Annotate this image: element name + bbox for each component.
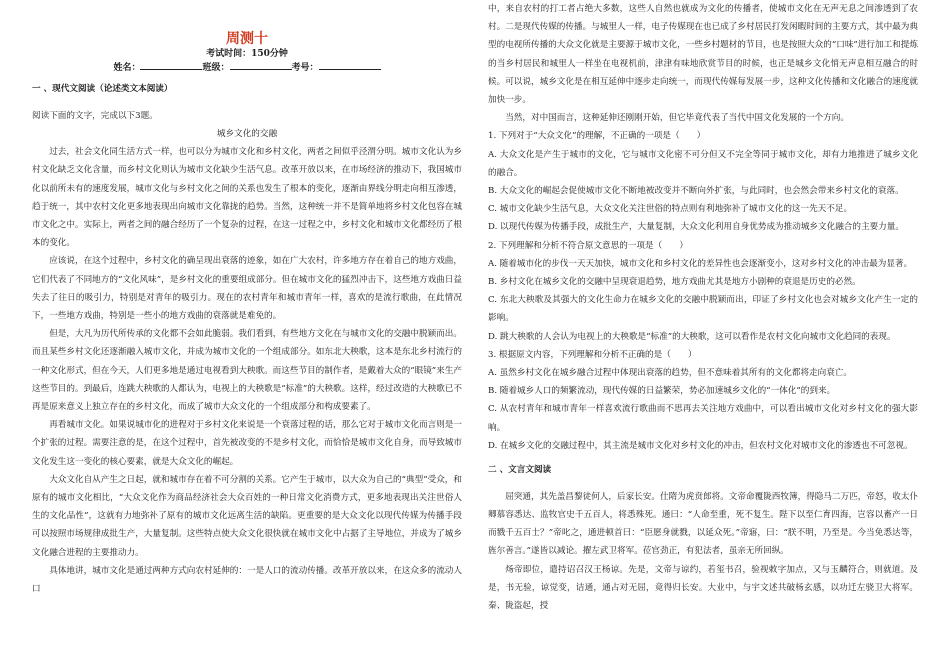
page-title: 周测十	[226, 31, 268, 47]
exam-time: 考试时间：150分钟	[206, 49, 288, 59]
right-column	[488, 0, 918, 615]
article-paragraph-continued: 中，来自农村的打工者占绝大多数，这些人自然也就成为文化的传播者，使城市文化在无声无息之间渗透到了农村。二是现代传媒的传播。与城里人一样，电子传媒现在也已成了乡村居民打发闲暇时间的主要方式，其中最为典型的电视所传播的大众文化就是主要源于城市文化，一些乡村题材的节目，也是按照大众的“口味”进行加工和提炼的当乡村居民和城里人一样坐在电视机前，津津有味地欣赏节目的时候，也正是城乡文化悄无声息相互融合的时候。可以说，城乡文化是在相互延伸中逐步走向统一，而现代传媒每发展一步，这种文化传播和文化融合的速度就加快一步。	[488, 4, 918, 106]
exam-no-label: 考号：	[291, 63, 319, 73]
class-blank	[230, 60, 292, 70]
article-paragraph: 大众文化自从产生之日起，就和城市存在着不可分割的关系。它产生于城市，以大众为自己的“典型”受众，和原有的城市文化相比，“大众文化作为商品经济社会大众百姓的一种日常文化消费方式，更多地表现出关注世俗人生的文化品性”，这就有力地弥补了原有的城市文化远离生活的缺陷。更重要的是大众文化以现代传媒为传播手段可以按照市场规律成批生产，大量复制。这些特点使大众文化很快就在城市文化中占据了主导地位，并成为了城乡文化融合进程的主要推动力。	[32, 474, 462, 558]
name-label: 姓名：	[113, 63, 141, 73]
question-2-stem: 2. 下列理解和分析不符合原文意思的一项是（ ）	[488, 240, 688, 251]
section-1-heading: 一 、现代文阅读（论述类文本阅读）	[32, 84, 173, 94]
question-1-option: A. 大众文化是产生于城市的文化，它与城市文化密不可分但又不完全等同于城市文化，却有力地推进了城乡文化的融合。	[488, 149, 918, 178]
article-title: 城乡文化的交融	[216, 129, 278, 139]
question-3-option: A. 虽然乡村文化在城乡融合过程中体现出衰落的趋势，但不意味着其所有的文化都将走向衰亡。	[488, 368, 853, 379]
question-3-stem: 3. 根据原文内容，下列理解和分析不正确的是（ ）	[488, 349, 697, 360]
question-2-option: B. 乡村文化在城乡文化的交融中呈现衰退趋势，地方戏曲尤其是地方小剧种的衰退是历史的必然。	[488, 277, 861, 288]
left-column	[32, 0, 462, 598]
reading-instruction: 阅读下面的文字，完成以下3题。	[32, 110, 158, 121]
question-1-option: C. 城市文化缺少生活气息，大众文化关注世俗的特点则有利地弥补了城市文化的这一先天不足。	[488, 204, 853, 215]
article-paragraph: 应该说，在这个过程中，乡村文化的确呈现出衰落的迹象，如在广大农村，许多地方存在着自己的地方戏曲，它们代表了不同地方的“文化风味”，是乡村文化的重要组成部分。但在城市文化的猛烈冲击下，这些地方戏曲日益失去了往日的吸引力，特别是对青年的吸引力。现在的农村青年和城市青年一样，喜欢的是流行歌曲，在此情况下，一些地方戏曲，特别是一些小的地方戏曲的衰落就是难免的。	[32, 256, 462, 322]
student-info-line	[32, 60, 462, 74]
question-2-option: A. 随着城市化的步伐一天天加快，城市文化和乡村文化的差异性也会逐渐变小，这对乡村文化的冲击最为显著。	[488, 258, 913, 269]
question-1-option: B. 大众文化的崛起会促使城市文化不断地被改变并不断向外扩张，与此同时，也会然会带来乡村文化的衰落。	[488, 186, 904, 197]
article-paragraph: 但是，大凡为历代所传承的文化都不会如此脆弱。我们看到，有些地方文化在与城市文化的交融中脱颖而出。而且某些乡村文化还逐渐融入城市文化，并成为城市文化的一个组成部分。如东北大秧歌，这本是东北乡村流行的一种文化形式，但在今天，人们更多地是通过电视看到大秧歌。而这些节目的制作者，是戴着大众的“眼镜”来生产这些节目的。到最后，连跳大秧歌的人都认为，电视上的大秧歌是“标准”的大秧歌。这样，经过改造的大秧歌已不再是原来意义上独立存在的乡村文化，而成了城市大众文化的一个组成部分和构成要素了。	[32, 329, 462, 413]
article-paragraph: 当然，对中国而言，这种延伸还刚刚开始，但它毕竟代表了当代中国文化发展的一个方向。	[505, 113, 849, 124]
article-paragraph: 再看城市文化。如果说城市化的进程对于乡村文化来说是一个衰落过程的话，那么它对于城市文化而言则是一个扩张的过程。需要注意的是，在这个过程中，首先被改变的不是乡村文化，而恰恰是城市文化自身，而导致城市文化发生这一变化的核心要素，就是大众文化的崛起。	[32, 420, 462, 467]
question-1-option: D. 以现代传媒为传播手段，成批生产，大量复制，大众文化利用自身优势成为推动城乡文化融合的主要力量。	[488, 222, 904, 233]
article-paragraph: 具体地讲，城市文化是通过两种方式向农村延伸的：一是人口的流动传播。改革开放以来，在这众多的流动人口	[32, 565, 462, 595]
class-label: 班级：	[202, 63, 230, 73]
question-3-option: B. 随着城乡人口的频繁流动，现代传媒的日益繁荣，势必加速城乡文化的“一体化”的到来。	[488, 386, 836, 397]
question-2-option: D. 跳大秧歌的人会认为电视上的大秧歌是“标准”的大秧歌，这可以看作是农村文化向城市文化趋同的表现。	[488, 331, 896, 342]
section-2-heading: 二 、文言文阅读	[488, 465, 552, 476]
classical-paragraph: 炀帝即位，遣持诏召汉王杨谅。先是，文帝与谅约，若玺书召，验视敕字加点，又与玉麟符合，则就道。及是，书无验，谅觉变，诘通，通占对无屈，竟得归长安。大业中，与宇文述共破杨玄感，以功迁左骁卫大将军。秦、陇盗起，授	[488, 564, 918, 612]
question-3-option: D. 在城乡文化的交融过程中，其主流是城市文化对乡村文化的冲击，但农村文化对城市文化的渗透也不可忽视。	[488, 440, 913, 451]
article-paragraph: 过去，社会文化同生活方式一样，也可以分为城市文化和乡村文化，两者之间似乎泾渭分明。城市文化认为乡村文化缺乏文化含量，而乡村文化则认为城市文化缺少生活气息。改革开放以来，在市场经济的推动下，我国城市化以前所未有的速度发展，城市文化与乡村文化之间的关系也发生了根本的变化，逐渐由界线分明走向相互渗透，趋于统一，其中农村文化更多地表现出向城市文化靠拢的趋势。当然，这种统一并不是简单地将乡村文化包容在城市文化之中。实际上，两者之间的融合经历了一个复杂的过程，在这一过程之中，乡村文化和城市文化都经历了根本的变化。	[32, 147, 462, 249]
name-blank	[140, 60, 202, 70]
question-1-stem: 1. 下列对于“大众文化”的理解，不正确的一项是（ ）	[488, 131, 706, 142]
question-2-option: C. 东北大秧歌及其强大的文化生命力在城乡文化的交融中脱颖而出，印证了乡村文化也会对城乡文化产生一定的影响。	[488, 295, 918, 324]
exam-no-blank	[319, 60, 381, 70]
question-3-option: C. 从农村青年和城市青年一样喜欢流行歌曲而不思再去关注地方戏曲中，可以看出城市文化对乡村文化的强大影响。	[488, 404, 918, 433]
classical-paragraph: 屈突通，其先盖昌黎徒何人，后家长安。仕隋为虎贲郎将。文帝命覆陇西牧簿，得隐马二万匹，帝怒，收太仆卿慕容悉达、监牧官史千五百人，将悉殊死。通曰：“人命至重，死不复生。陛下以至仁育四海，岂容以畜产一日而戮千五百士？”帝叱之，通进顿首曰：“臣愿身就戮，以延众死。”帝寤，曰：“朕不明，乃至是。今当免悉达等，旌尔善言。”遂皆以减论。擢左武卫将军。莅官劲正，有犯法者，虽亲无所回纵。	[488, 491, 918, 557]
